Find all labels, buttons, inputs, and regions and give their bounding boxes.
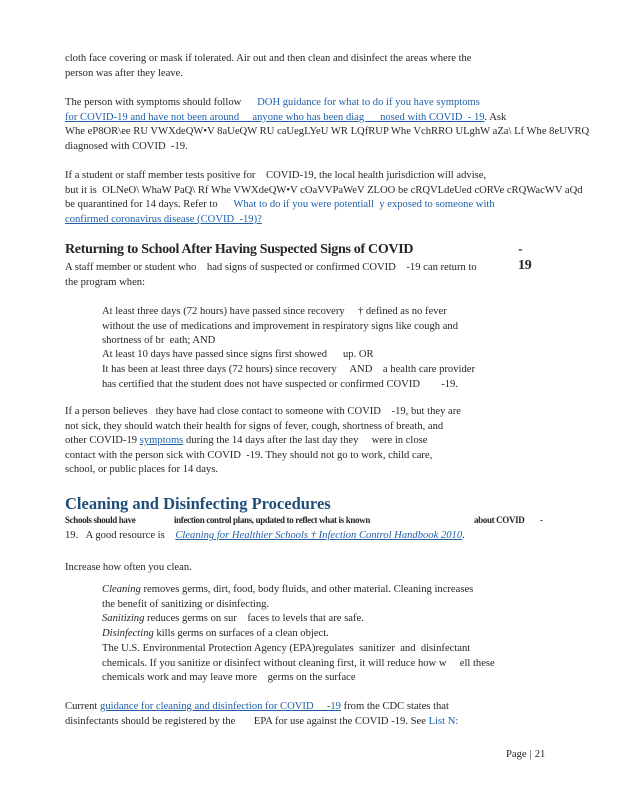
- symptoms-paragraph: [65, 96, 589, 154]
- increase-line: [65, 561, 192, 576]
- section-heading-cleaning: Cleaning and Disinfecting Procedures: [65, 494, 331, 513]
- text-line: If a student or staff member tests positive for COVID-19, the local health jurisdiction will advise,: [65, 170, 487, 181]
- text-line: A staff member or student who had signs of suspected or confirmed COVID -19 can return to: [65, 262, 477, 273]
- text-line: Increase how often you clean.: [65, 562, 192, 573]
- text-line: chemicals. If you sanitize or disinfect without cleaning first, it will reduce how w ell these: [102, 657, 495, 669]
- text-line: but it is OLNeO\ WhaW PaQ\ Rf Whe VWXdeQW•V cOaVVPaWeV ZLOO be cRQVLdeUed cORVe cRQWacWV aQd: [65, 184, 583, 196]
- text-line: not sick, they should watch their health for signs of fever, cough, shortness of breath, and: [65, 420, 444, 432]
- heading-suffix: - 19: [518, 242, 532, 273]
- heading-text: Returning to School After Having Suspected Signs of COVID: [65, 242, 414, 257]
- intro-paragraph: [65, 52, 472, 81]
- list-n-link[interactable]: List N:: [428, 715, 459, 727]
- text-line: has certified that the student does not have suspected or confirmed COVID -19.: [102, 378, 458, 390]
- term: Sanitizing: [102, 613, 145, 624]
- text-line: At least 10 days have passed since signs first showed up. OR: [102, 349, 374, 360]
- resource-line: [65, 529, 465, 544]
- text-span: reduces germs on sur faces to levels that are safe.: [144, 613, 364, 624]
- text-span: infection control plans, updated to reflect what is known: [174, 515, 370, 525]
- text-line: person was after they leave.: [65, 67, 183, 79]
- text-span: .: [462, 530, 465, 541]
- page-label: Page: [506, 749, 527, 760]
- text-span: kills germs on surfaces of a clean object.: [153, 628, 329, 639]
- text-span: Current: [65, 701, 98, 712]
- term: Cleaning: [102, 584, 141, 595]
- text-span: during the 14 days after the last day they were in close: [185, 435, 428, 447]
- text-line: At least three days (72 hours) have passed since recovery † defined as no fever: [102, 306, 447, 317]
- text-span: The person with symptoms should follow: [65, 97, 242, 108]
- text-line: shortness of br eath; AND: [102, 335, 216, 347]
- text-line: chemicals work and may leave more germs on the surface: [102, 672, 356, 684]
- text-line: If a person believes they have had close contact to someone with COVID -19, but they are: [65, 406, 461, 417]
- cdc-guidance-paragraph: [65, 700, 458, 729]
- text-line: diagnosed with COVID -19.: [65, 140, 188, 152]
- text-line: the program when:: [65, 276, 146, 288]
- term: Disinfecting: [102, 628, 154, 639]
- text-line: It has been at least three days (72 hours) since recovery AND a health care provider: [102, 364, 475, 375]
- doh-guidance-link-cont[interactable]: for COVID-19 and have not been around anyone who has been diag nosed with COVID - 19: [65, 111, 485, 123]
- page-number: 21: [534, 749, 546, 760]
- text-span: Schools should have: [65, 515, 136, 525]
- footer-separator: |: [529, 749, 532, 760]
- doh-guidance-link[interactable]: DOH guidance for what to do if you have symptoms: [257, 97, 480, 108]
- cleaning-guidance-link[interactable]: guidance for cleaning and disinfection for COVID -19: [100, 701, 341, 712]
- positive-test-paragraph: [65, 169, 583, 227]
- close-contact-paragraph: [65, 405, 461, 478]
- text-line: cloth face covering or mask if tolerated. Air out and then clean and disinfect the areas where the: [65, 53, 472, 64]
- text-line: contact with the person sick with COVID -19. They should not go to work, child care,: [65, 449, 433, 461]
- text-span: 19. A good resource is: [65, 530, 165, 541]
- text-line: school, or public places for 14 days.: [65, 464, 218, 476]
- text-span: . Ask: [484, 111, 507, 123]
- text-span: removes germs, dirt, food, body fluids, and other material. Cleaning increases: [140, 584, 474, 595]
- page-footer: [506, 749, 545, 760]
- text-span: from the CDC states that: [343, 701, 449, 712]
- text-line: The U.S. Environmental Protection Agency (EPA)regulates sanitizer and disinfectant: [102, 643, 471, 654]
- exposure-guidance-link-cont[interactable]: confirmed coronavirus disease (COVID -19)?: [65, 213, 262, 225]
- small-bold-line: [65, 515, 543, 525]
- text-span: be quarantined for 14 days. Refer to: [65, 199, 218, 211]
- exposure-guidance-link[interactable]: What to do if you were potentiall y exposed to someone with: [233, 199, 495, 211]
- text-line: without the use of medications and improvement in respiratory signs like cough and: [102, 320, 458, 332]
- returning-intro: [65, 261, 477, 290]
- text-line: Whe eP8OR\ee RU VWXdeQW•V 8aUeQW RU caUegLYeU WR LQfRUP Whe VchRRO ULghW aZa\ Lf Whe 8eUVRQ: [65, 126, 590, 138]
- text-line: the benefit of sanitizing or disinfecting.: [102, 598, 270, 610]
- text-span: about COVID: [474, 515, 525, 525]
- cleaning-handbook-link[interactable]: Cleaning for Healthier Schools † Infection Control Handbook 2010: [175, 530, 463, 541]
- text-span: -: [540, 515, 543, 525]
- text-span: disinfectants should be registered by the EPA for use against the COVID -19. See: [65, 715, 426, 727]
- text-span: other COVID-19: [65, 435, 138, 447]
- symptoms-link[interactable]: symptoms: [139, 435, 184, 447]
